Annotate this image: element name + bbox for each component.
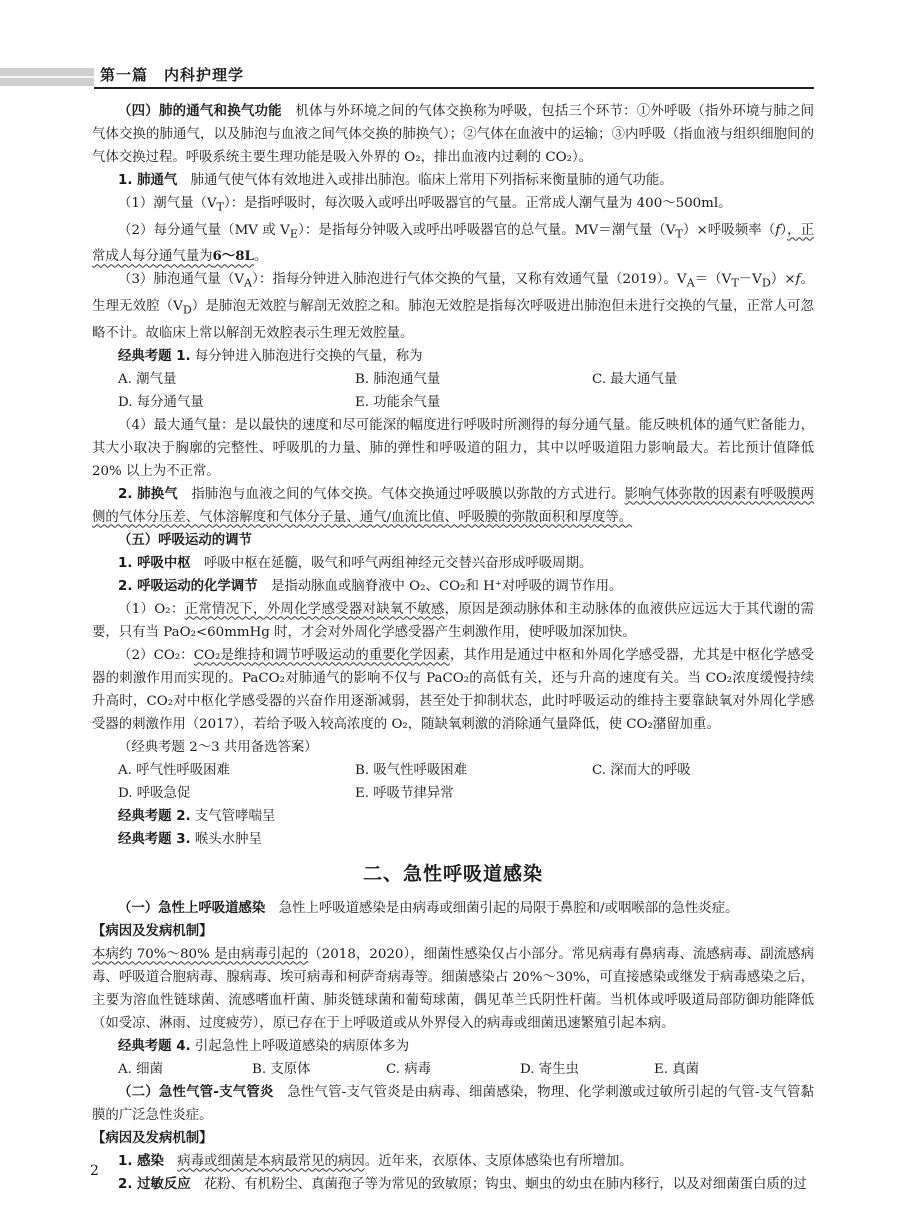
paragraph: 1. 呼吸中枢 呼吸中枢在延髓，吸气和呼气两组神经元交替兴奋形成呼吸周期。 xyxy=(118,555,593,571)
paragraph: （3）肺泡通气量$(V_A)$：指每分钟进入肺泡进行气体交换的气量，又称有效通气量（2019）。$V_A=(V_T-V_D)\times f$。生理无效腔$(V_D)$是肺泡无效腔与解剖无效腔之和。肺泡无效腔是指每次呼吸进出肺泡但未进行交换的气量，正常人可忽略不计。故临床上常以解剖无效腔表示生理无效腔量。 xyxy=(92,272,815,341)
exam-question: 经典考题 4. 引起急性上呼吸道感染的病原体多为 xyxy=(118,1038,410,1054)
paragraph: （1）O₂：正常情况下，外周化学感受器对缺氧不敏感，原因是颈动脉体和主动脉体的血液供应远远大于其代谢的需要，只有当 PaO₂<60mmHg 时，才会对外周化学感受器产生刺激作用，使呼吸加深加快。 xyxy=(92,601,815,640)
page-content xyxy=(92,100,814,1196)
option-row xyxy=(92,368,814,391)
header-rule xyxy=(94,87,814,89)
option: C. 深而大的呼吸 xyxy=(592,762,691,778)
chapter-section-title: 二、急性呼吸道感染 xyxy=(362,862,543,885)
paragraph: 2. 过敏反应 花粉、有机粉尘、真菌孢子等为常见的致敏原；钩虫、蛔虫的幼虫在肺内移行，以及对细菌蛋白质的过 xyxy=(118,1176,807,1192)
paragraph: （二）急性气管-支气管炎 急性气管-支气管炎是由病毒、细菌感染，物理、化学刺激或过敏所引起的气管-支气管黏膜的广泛急性炎症。 xyxy=(92,1084,815,1123)
paragraph: 2. 呼吸运动的化学调节 是指动脉血或脑脊液中 O₂、CO₂和 H⁺对呼吸的调节作用。 xyxy=(118,578,623,594)
option: B. 支原体 xyxy=(252,1061,311,1077)
paragraph: （2）每分通气量（MV 或 $V_E$）：是指每分钟吸入或呼出呼吸器官的总气量。MV＝潮气量$(V_T)\times$呼吸频率（f），正常成人每分通气量为6～8L。 xyxy=(92,222,814,265)
option: C. 最大通气量 xyxy=(592,371,678,387)
paragraph: 本病约 70%～80% 是由病毒引起的（2018，2020），细菌性感染仅占小部分。常见病毒有鼻病毒、流感病毒、副流感病毒、呼吸道合胞病毒、腺病毒、埃可病毒和柯萨奇病毒等。细菌感染占 20%～30%，可直接感染或继发于病毒感染之后，主要为溶血性链球菌、流感嗜血杆菌、肺炎链球菌和葡萄球菌，偶见革兰氏阴性杆菌。当机体或呼吸道局部防御功能降低（如受凉、淋雨、过度疲劳），原已存在于上呼吸道或从外界侵入的病毒或细菌迅速繁殖引起本病。 xyxy=(92,946,814,1031)
option: D. 寄生虫 xyxy=(520,1061,579,1077)
option: E. 呼吸节律异常 xyxy=(355,785,454,801)
option-row xyxy=(92,391,814,414)
option: D. 呼吸急促 xyxy=(118,785,191,801)
exam-question: 经典考题 3. 喉头水肿呈 xyxy=(118,831,262,847)
paragraph: 1. 感染 病毒或细菌是本病最常见的病因。近年来，衣原体、支原体感染也有所增加。 xyxy=(118,1153,633,1169)
bracket-heading: 【病因及发病机制】 xyxy=(92,1130,213,1146)
exam-question: 经典考题 2. 支气管哮喘呈 xyxy=(118,808,276,824)
paragraph: （一）急性上呼吸道感染 急性上呼吸道感染是由病毒或细菌引起的局限于鼻腔和/或咽喉部的急性炎症。 xyxy=(118,900,739,916)
option: A. 细菌 xyxy=(118,1061,163,1077)
bracket-heading: 【病因及发病机制】 xyxy=(92,923,213,939)
option: A. 潮气量 xyxy=(118,371,177,387)
option: E. 功能余气量 xyxy=(355,394,441,410)
paragraph: （4）最大通气量：是以最快的速度和尽可能深的幅度进行呼吸时所测得的每分通气量。能反映机体的通气贮备能力，其大小取决于胸廓的完整性、呼吸肌的力量、肺的弹性和呼吸道的阻力，其中以呼吸道阻力影响最大。若比预计值降低 20% 以上为不正常。 xyxy=(92,417,814,479)
option: B. 吸气性呼吸困难 xyxy=(355,762,468,778)
shared-options-note: （经典考题 2～3 共用备选答案） xyxy=(118,739,318,755)
paragraph: 2. 肺换气 指肺泡与血液之间的气体交换。气体交换通过呼吸膜以弥散的方式进行。影响气体弥散的因素有呼吸膜两侧的气体分压差、气体溶解度和气体分子量、通气/血流比值、呼吸膜的弥散面积和厚度等。 xyxy=(92,486,815,525)
paragraph: 1. 肺通气 肺通气使气体有效地进入或排出肺泡。临床上常用下列指标来衡量肺的通气功能。 xyxy=(118,173,673,188)
running-header: 第一篇 内科护理学 xyxy=(100,66,245,84)
section-heading: （五）呼吸运动的调节 xyxy=(118,532,252,548)
section-4-intro: （四）肺的通气和换气功能 机体与外环境之间的气体交换称为呼吸，包括三个环节：①外呼吸（指外环境与肺之间气体交换的肺通气，以及肺泡与血液之间气体交换的肺换气）；②气体在血液中的运输；③内呼吸（指血液与组织细胞间的气体交换过程。呼吸系统主要生理功能是吸入外界的 O₂，排出血液内过剩的 CO₂）。 xyxy=(92,104,815,165)
section-heading: （四）肺的通气和换气功能 xyxy=(118,104,282,119)
page-number: 2 xyxy=(90,1163,99,1179)
option: A. 呼气性呼吸困难 xyxy=(118,762,230,778)
option-row xyxy=(92,1058,814,1081)
option: E. 真菌 xyxy=(654,1061,700,1077)
option: D. 每分通气量 xyxy=(118,394,204,410)
paragraph: （1）潮气量$(V_T)$：是指呼吸时，每次吸入或呼出呼吸器官的气量。正常成人潮气量为 400～500ml。 xyxy=(118,196,732,214)
option-row xyxy=(92,782,814,805)
option: B. 肺泡通气量 xyxy=(355,371,441,387)
exam-question: 经典考题 1. 每分钟进入肺泡进行交换的气量，称为 xyxy=(118,348,423,364)
header-decor-line xyxy=(0,76,94,78)
paragraph: （2）CO₂：CO₂是维持和调节呼吸运动的重要化学因素，其作用是通过中枢和外周化学感受器，尤其是中枢化学感受器的刺激作用而实现的。PaCO₂对肺通气的影响不仅与 PaCO₂的高低有关，还与升高的速度有关。当 CO₂浓度缓慢持续升高时，CO₂对中枢化学感受器的兴奋作用逐渐减弱，甚至处于抑制状态，此时呼吸运动的维持主要靠缺氧对外周化学感受器的刺激作用（2017），若给予吸入较高浓度的 O₂，随缺氧刺激的消除通气量降低，使 CO₂潴留加重。 xyxy=(92,647,815,732)
option-row xyxy=(92,759,814,782)
option: C. 病毒 xyxy=(386,1061,432,1077)
